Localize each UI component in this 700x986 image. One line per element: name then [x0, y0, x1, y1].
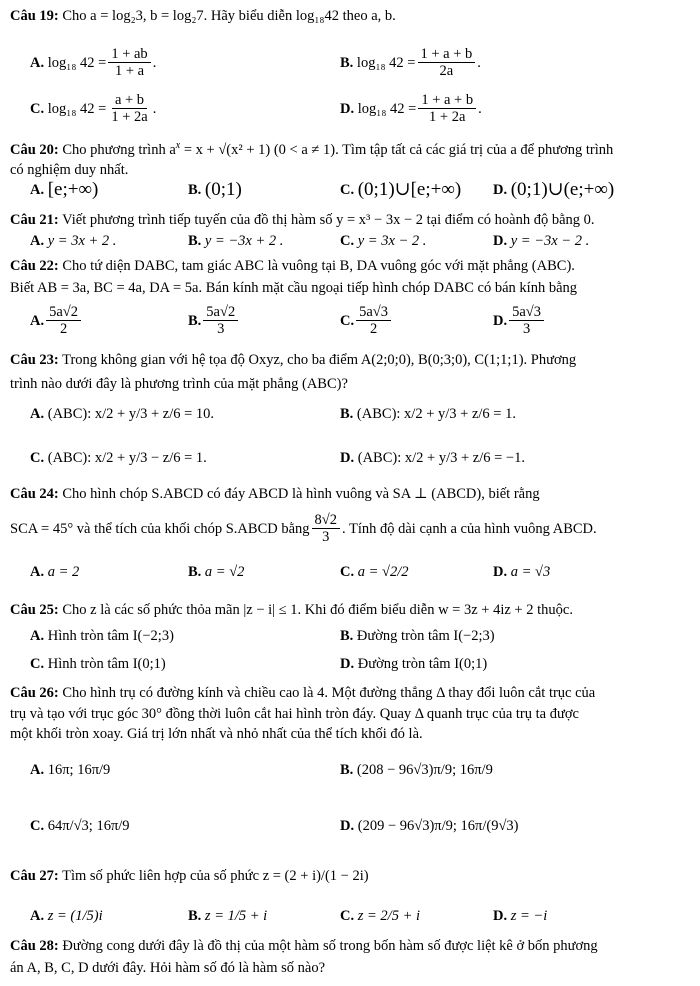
q21-option-b[interactable]: B. y = −3x + 2 . [188, 233, 284, 249]
q26-stem-line2: trụ và tạo với trục góc 30° đồng thời luôn cắt hai hình tròn đáy. Quay Δ quanh trục của trụ ta được [10, 706, 579, 722]
q20-option-c[interactable]: C. (0;1)∪[e;+∞) [340, 179, 462, 200]
q26-option-b[interactable]: B. (208 − 96√3)π/9; 16π/9 [340, 762, 493, 778]
q20-stem-line2: có nghiệm duy nhất. [10, 162, 129, 178]
q26-option-d[interactable]: D. (209 − 96√3)π/9; 16π/(9√3) [340, 818, 519, 834]
q20-stem-line1: Câu 20: Cho phương trình $a^x = x + √(x^2 + 1) (0 < a \ne 1)$. Tìm tập tất cả các giá trị của a để phương trình [10, 140, 614, 158]
q20-option-b[interactable]: B. (0;1) [188, 179, 242, 200]
q22-stem-line2: Biết AB = 3a, BC = 4a, DA = 5a. Bán kính mặt cầu ngoại tiếp hình chóp DABC có bán kính bằng [10, 280, 578, 296]
q28-stem-line2: án A, B, C, D dưới đây. Hỏi hàm số đó là hàm số nào? [10, 960, 326, 976]
q22-option-a[interactable]: A. 5a√2 2 [30, 304, 83, 337]
q26-stem-line1: Câu 26: Cho hình trụ có đường kính và chiều cao là 4. Một đường thẳng Δ thay đổi luôn cắt trục của [10, 685, 596, 701]
q19-option-c[interactable]: C. log₁₈ 42 = $\frac{a + b}{1 + 2a}$ . [30, 92, 157, 125]
q24-option-b[interactable]: B. a = √2 [188, 564, 245, 580]
q22-option-d[interactable]: D. 5a√3 3 [493, 304, 546, 337]
q24-option-a[interactable]: A. a = 2 [30, 564, 80, 580]
q27-option-d[interactable]: D. z = −i [493, 908, 548, 924]
q25-option-b[interactable]: B. Đường tròn tâm I(−2;3) [340, 628, 495, 644]
q23-stem-line2: trình nào dưới đây là phương trình của mặt phẳng (ABC)? [10, 376, 348, 392]
q23-stem-line1: Câu 23: Trong không gian với hệ tọa độ Oxyz, cho ba điểm A(2;0;0), B(0;3;0), C(1;1;1). Phương [10, 352, 577, 368]
q24-stem-line1: Câu 24: Cho hình chóp S.ABCD có đáy ABCD là hình vuông và SA ⊥ (ABCD), biết rằng [10, 486, 540, 502]
q19-option-d[interactable]: D. log₁₈ 42 = $\frac{1 + a + b}{1 + 2a}$ . [340, 92, 482, 125]
q22-option-b[interactable]: B. 5a√2 3 [188, 304, 240, 337]
q23-option-c[interactable]: C. (ABC): x/2 + y/3 − z/6 = 1. [30, 450, 207, 466]
q24-stem-line2: SCA = 45° và thể tích của khối chóp S.ABCD bằng 8√2 3 . Tính độ dài cạnh a của hình vuông ABCD. [10, 512, 597, 545]
q27-option-c[interactable]: C. z = 2/5 + i [340, 908, 421, 924]
q19-option-b[interactable]: B. log₁₈ 42 = $\frac{1 + a + b}{2a}$ . [340, 46, 481, 79]
q23-option-d[interactable]: D. (ABC): x/2 + y/3 + z/6 = −1. [340, 450, 525, 466]
q28-stem-line1: Câu 28: Đường cong dưới đây là đồ thị của một hàm số trong bốn hàm số được liệt kê ở bốn phương [10, 938, 598, 954]
q25-option-a[interactable]: A. Hình tròn tâm I(−2;3) [30, 628, 174, 644]
q24-option-c[interactable]: C. a = √2/2 [340, 564, 409, 580]
q27-stem: Câu 27: Tìm số phức liên hợp của số phức z = (2 + i)/(1 − 2i) [10, 868, 369, 884]
q27-option-b[interactable]: B. z = 1/5 + i [188, 908, 268, 924]
q25-option-c[interactable]: C. Hình tròn tâm I(0;1) [30, 656, 166, 672]
q23-option-a[interactable]: A. (ABC): x/2 + y/3 + z/6 = 10. [30, 406, 215, 422]
q21-option-c[interactable]: C. y = 3x − 2 . [340, 233, 427, 249]
q19-option-a[interactable]: A. log₁₈ 42 = $\frac{1 + ab}{1 + a}$ . [30, 46, 157, 79]
q21-option-a[interactable]: A. y = 3x + 2 . [30, 233, 117, 249]
q25-stem: Câu 25: Cho z là các số phức thỏa mãn |z − i| ≤ 1. Khi đó điểm biểu diễn w = 3z + 4iz + 2 thuộc. [10, 602, 573, 618]
q27-option-a[interactable]: A. z = (1/5)i [30, 908, 103, 924]
q23-option-b[interactable]: B. (ABC): x/2 + y/3 + z/6 = 1. [340, 406, 516, 422]
q22-stem-line1: Câu 22: Cho tứ diện DABC, tam giác ABC là vuông tại B, DA vuông góc với mặt phẳng (ABC). [10, 258, 575, 274]
q22-option-c[interactable]: C. 5a√3 2 [340, 304, 393, 337]
q20-option-d[interactable]: D. (0;1)∪(e;+∞) [493, 179, 615, 200]
q26-option-a[interactable]: A. 16π; 16π/9 [30, 762, 111, 778]
q25-option-d[interactable]: D. Đường tròn tâm I(0;1) [340, 656, 488, 672]
q24-option-d[interactable]: D. a = √3 [493, 564, 551, 580]
q21-stem: Câu 21: Viết phương trình tiếp tuyến của đồ thị hàm số y = x³ − 3x − 2 tại điểm có hoành độ bằng 0. [10, 212, 595, 228]
q26-stem-line3: một khối tròn xoay. Giá trị lớn nhất và nhỏ nhất của thể tích khối đó là. [10, 726, 423, 742]
q26-option-c[interactable]: C. 64π/√3; 16π/9 [30, 818, 130, 834]
q19-stem: Câu 19: Cho a = log₂3, b = log₂7. Hãy biểu diễn log₁₈42 theo a, b. [10, 8, 396, 24]
q21-option-d[interactable]: D. y = −3x − 2 . [493, 233, 590, 249]
q20-option-a[interactable]: A. [e;+∞) [30, 179, 99, 200]
